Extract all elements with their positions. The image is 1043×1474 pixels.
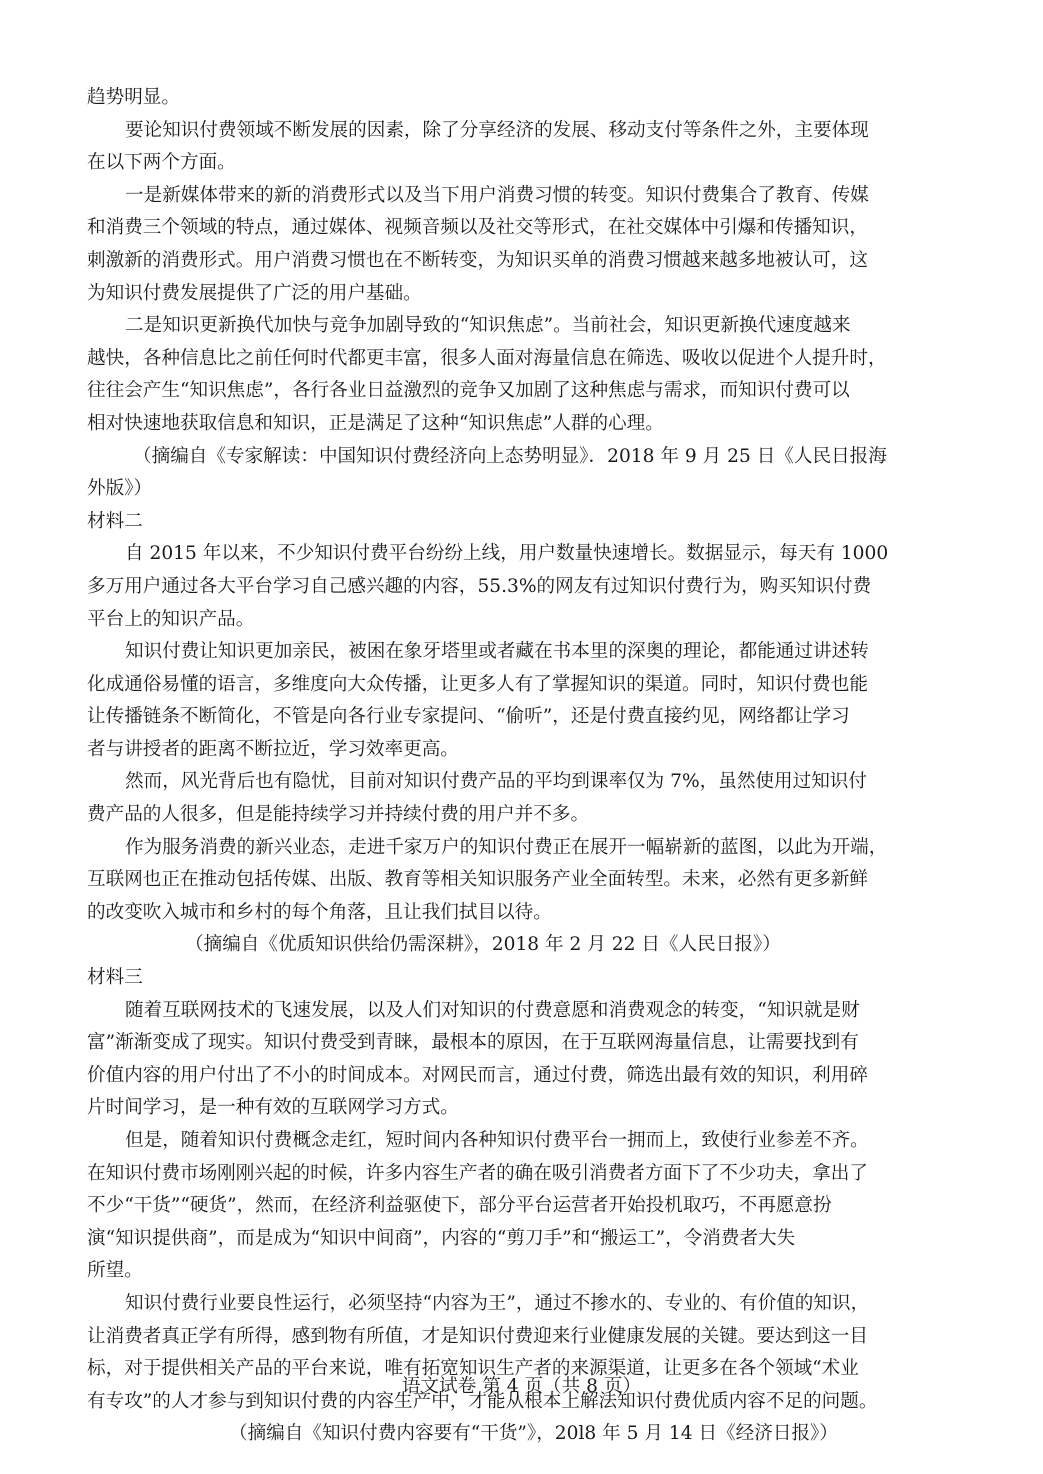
text-line: 二是知识更新换代加快与竞争加剧导致的“知识焦虑”。当前社会，知识更新换代速度越来 [125, 315, 851, 337]
text-line: 的改变吹入城市和乡村的每个角落，且让我们拭目以待。 [87, 901, 552, 923]
text-line: 多万用户通过各大平台学习自己感兴趣的内容，55.3%的网友有过知识付费行为，购买知识付费 [87, 575, 872, 597]
text-line: 者与讲授者的距离不断拉近，学习效率更高。 [87, 738, 459, 760]
text-line: 价值内容的用户付出了不小的时间成本。对网民而言，通过付费，筛选出最有效的知识，利用碎 [87, 1064, 868, 1086]
document-body [87, 82, 967, 1451]
text-line: 不少“干货”“硬货”，然而，在经济利益驱使下，部分平台运营者开始投机取巧，不再愿意扮 [87, 1195, 832, 1217]
text-line: 越快，各种信息比之前任何时代都更丰富，很多人面对海量信息在筛选、吸收以促进个人提升时， [87, 347, 887, 369]
text-line: 演“知识提供商”，而是成为“知识中间商”，内容的“剪刀手”和“搬运工”，令消费者大失 [87, 1227, 796, 1249]
text-line: 知识付费行业要良性运行，必须坚持“内容为王”，通过不掺水的、专业的、有价值的知识， [125, 1292, 870, 1314]
text-line: 外版》） [87, 478, 153, 500]
page-footer: 语文试卷 第 4 页（共 8 页） [401, 1376, 642, 1397]
text-line: 自 2015 年以来，不少知识付费平台纷纷上线，用户数量快速增长。数据显示，每天有 1000 [125, 543, 889, 565]
text-line: 趋势明显。 [87, 87, 180, 108]
text-line: 相对快速地获取信息和知识，正是满足了这种“知识焦虑”人群的心理。 [87, 412, 664, 434]
text-line: 富”渐渐变成了现实。知识付费受到青睐，最根本的原因，在于互联网海量信息，让需要找到有 [87, 1032, 859, 1054]
text-line: 在知识付费市场刚刚兴起的时候，许多内容生产者的确在吸引消费者方面下了不少功夫，拿出了 [87, 1162, 868, 1184]
text-line: 知识付费让知识更加亲民，被困在象牙塔里或者藏在书本里的深奥的理论，都能通过讲述转 [125, 641, 869, 663]
text-line: 在以下两个方面。 [87, 152, 236, 174]
text-line: 让传播链条不断简化，不管是向各行业专家提问、“偷听”，还是付费直接约见，网络都让学习 [87, 706, 850, 728]
text-line: 化成通俗易懂的语言，多维度向大众传播，让更多人有了掌握知识的渠道。同时，知识付费也能 [87, 673, 868, 695]
text-line: 一是新媒体带来的新的消费形式以及当下用户消费习惯的转变。知识付费集合了教育、传媒 [125, 184, 869, 206]
text-line: 费产品的人很多，但是能持续学习并持续付费的用户并不多。 [87, 804, 590, 826]
text-line: 平台上的知识产品。 [87, 608, 255, 630]
text-line: 和消费三个领域的特点，通过媒体、视频音频以及社交等形式，在社交媒体中引爆和传播知识， [87, 217, 868, 239]
text-line: （摘编自《优质知识供给仍需深耕》，2018 年 2 月 22 日《人民日报》） [185, 934, 781, 956]
text-line: 然而，风光背后也有隐忧，目前对知识付费产品的平均到课率仅为 7%，虽然使用过知识付 [125, 771, 867, 793]
text-line: （摘编自《专家解读：中国知识付费经济向上态势明显》．2018 年 9 月 25 日《人民日报海 [133, 445, 887, 467]
text-line: 但是，随着知识付费概念走红，短时间内各种知识付费平台一拥而上，致使行业参差不齐。 [125, 1130, 869, 1151]
text-line: 随着互联网技术的飞速发展，以及人们对知识的付费意愿和消费观念的转变，“知识就是财 [125, 999, 860, 1021]
text-line: （摘编自《知识付费内容要有“干货”》，20l8 年 5 月 14 日《经济日报》） [229, 1423, 838, 1445]
text-line: 材料二 [87, 510, 143, 532]
text-line: 让消费者真正学有所得，感到物有所值，才是知识付费迎来行业健康发展的关键。要达到这一目 [87, 1325, 868, 1347]
text-line: 刺激新的消费形式。用户消费习惯也在不断转变，为知识买单的消费习惯越来越多地被认可，这 [87, 249, 868, 271]
text-line: 往往会产生“知识焦虑”，各行各业日益激烈的竞争又加剧了这种焦虑与需求，而知识付费可以 [87, 380, 850, 402]
text-line: 片时间学习，是一种有效的互联网学习方式。 [87, 1097, 459, 1119]
text-line: 有专攻”的人才参与到知识付费的内容生产中，才能从根本上解法知识付费优质内容不足的问题。 [87, 1390, 878, 1412]
text-line: 作为服务消费的新兴业态，走进千家万户的知识付费正在展开一幅崭新的蓝图，以此为开端， [125, 836, 888, 858]
text-line: 互联网也正在推动包括传媒、出版、教育等相关知识服务产业全面转型。未来，必然有更多新鲜 [87, 869, 868, 891]
text-line: 材料三 [87, 967, 143, 989]
text-line: 要论知识付费领域不断发展的因素，除了分享经济的发展、移动支付等条件之外，主要体现 [125, 119, 869, 141]
text-line: 标，对于提供相关产品的平台来说，唯有拓宽知识生产者的来源渠道，让更多在各个领域“术业 [87, 1358, 859, 1380]
text-line: 为知识付费发展提供了广泛的用户基础。 [87, 282, 422, 304]
text-line: 所望。 [87, 1260, 143, 1282]
